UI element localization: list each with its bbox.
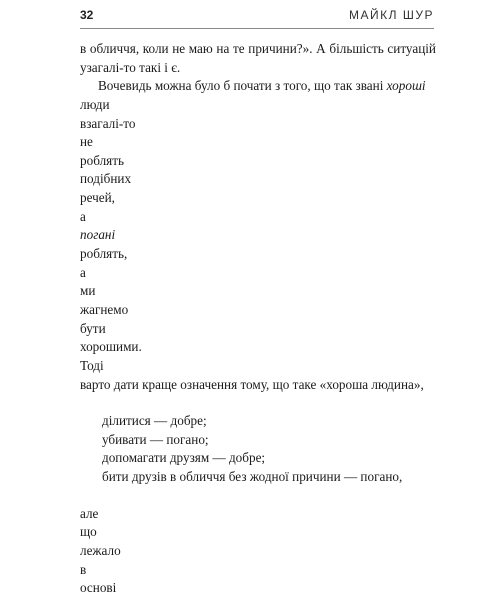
page-header [0, 0, 500, 34]
body-line: бути [80, 320, 106, 336]
list-spacer [80, 487, 436, 505]
body-line: в обличчя, коли не маю на те причини?». А більшість ситуацій [80, 41, 436, 56]
page-body [80, 40, 436, 598]
body-line: Тоді [80, 357, 104, 373]
body-line: Вочевидь можна було б почати з того, що так звані хороші [98, 78, 426, 94]
body-line: в [80, 561, 87, 577]
body-line: подібних [80, 171, 132, 187]
list-item: убивати — погано; [102, 431, 209, 447]
body-line: не [80, 134, 93, 150]
list-item: ділитися — добре; [102, 413, 207, 429]
body-line: але [80, 505, 99, 521]
list-spacer [80, 394, 436, 412]
body-line: хорошими. [80, 339, 142, 355]
list-item: бити друзів в обличчя без жодної причини — погано, [102, 469, 403, 485]
body-line: роблять [80, 152, 124, 168]
body-line: роблять, [80, 246, 128, 262]
body-line: жагнемо [80, 301, 129, 317]
body-line: варто дати краще означення тому, що таке «хороша людина», [80, 376, 424, 392]
body-line: а [80, 208, 86, 224]
body-line: люди [80, 96, 110, 112]
body-line: лежало [80, 543, 121, 559]
body-line: речей, [80, 190, 115, 206]
body-line: що [80, 524, 97, 540]
body-line: узагалі-то такі і є. [80, 59, 181, 75]
body-line: ми [80, 283, 96, 299]
body-line: взагалі-то [80, 115, 136, 131]
body-line: а [80, 264, 86, 280]
list-item: допомагати друзям — добре; [102, 450, 266, 466]
body-line: погані [80, 227, 116, 243]
page-number: 32 [80, 8, 94, 22]
body-line: основі [80, 580, 117, 596]
deed-list [80, 412, 436, 487]
header-rule [80, 28, 434, 29]
running-head-author: МАЙКЛ ШУР [349, 8, 434, 22]
